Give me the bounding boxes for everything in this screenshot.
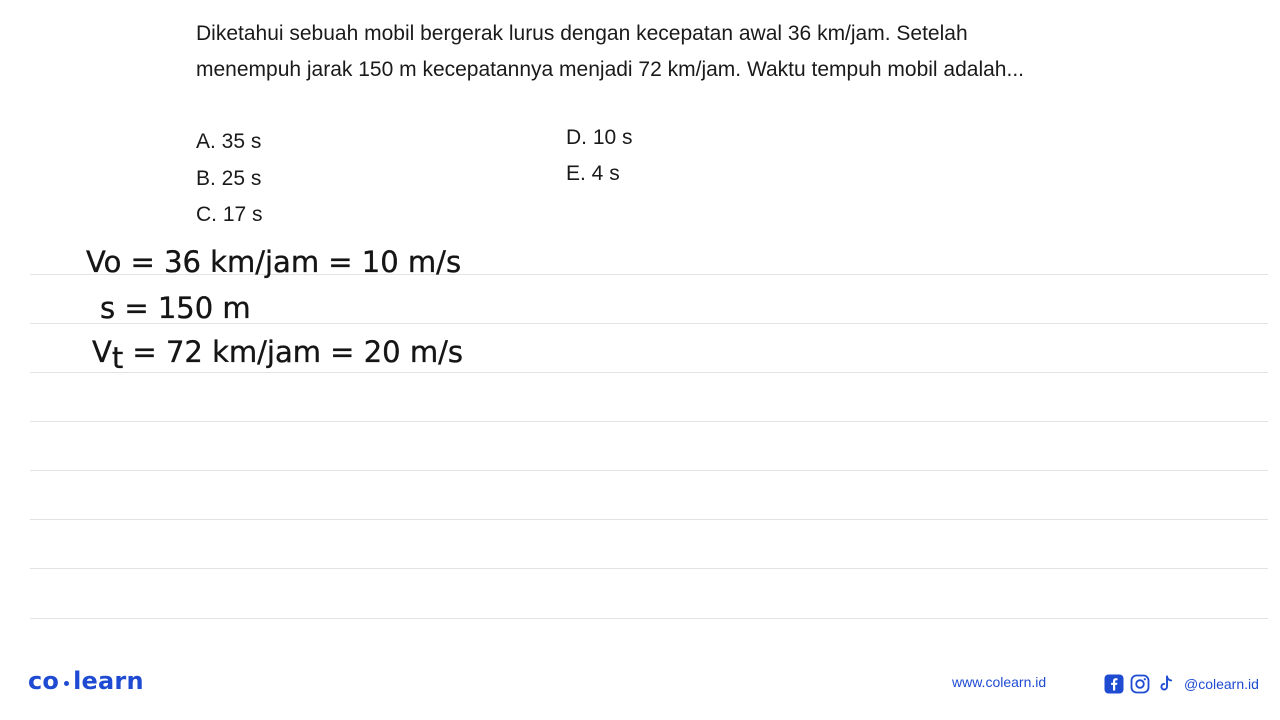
handwritten-line-distance: s = 150 m (100, 291, 251, 325)
instagram-icon[interactable] (1130, 674, 1150, 694)
option-b[interactable]: B. 25 s (196, 167, 262, 190)
question-block (196, 16, 1076, 88)
handwritten-line-final-velocity (92, 335, 463, 375)
velocity-symbol: V (92, 335, 112, 369)
ruled-line (30, 618, 1268, 619)
logo-dot (64, 681, 69, 686)
question-text: Diketahui sebuah mobil bergerak lurus dengan kecepatan awal 36 km/jam. Setelah menempuh jarak 150 m kecepatannya menjadi 72 km/jam. Waktu tempuh mobil adalah... (196, 22, 1024, 81)
logo-text-co: co (28, 667, 60, 695)
facebook-icon[interactable] (1104, 674, 1124, 694)
colearn-logo (28, 664, 144, 698)
ruled-line (30, 421, 1268, 422)
option-c[interactable]: C. 17 s (196, 203, 263, 226)
option-e[interactable]: E. 4 s (566, 162, 620, 185)
ruled-line (30, 470, 1268, 471)
social-links (1104, 672, 1259, 696)
website-link[interactable]: www.colearn.id (952, 674, 1047, 690)
ruled-line (30, 519, 1268, 520)
option-a[interactable]: A. 35 s (196, 130, 262, 153)
velocity-subscript: t (111, 341, 124, 375)
tiktok-icon[interactable] (1156, 674, 1176, 694)
logo-text-learn: learn (73, 667, 144, 695)
option-d[interactable]: D. 10 s (566, 126, 633, 149)
velocity-equation: = 72 km/jam = 20 m/s (123, 335, 463, 369)
ruled-line (30, 568, 1268, 569)
social-handle[interactable]: @colearn.id (1184, 676, 1259, 692)
handwritten-line-initial-velocity: Vo = 36 km/jam = 10 m/s (86, 245, 462, 279)
handwritten-solution (86, 238, 506, 378)
